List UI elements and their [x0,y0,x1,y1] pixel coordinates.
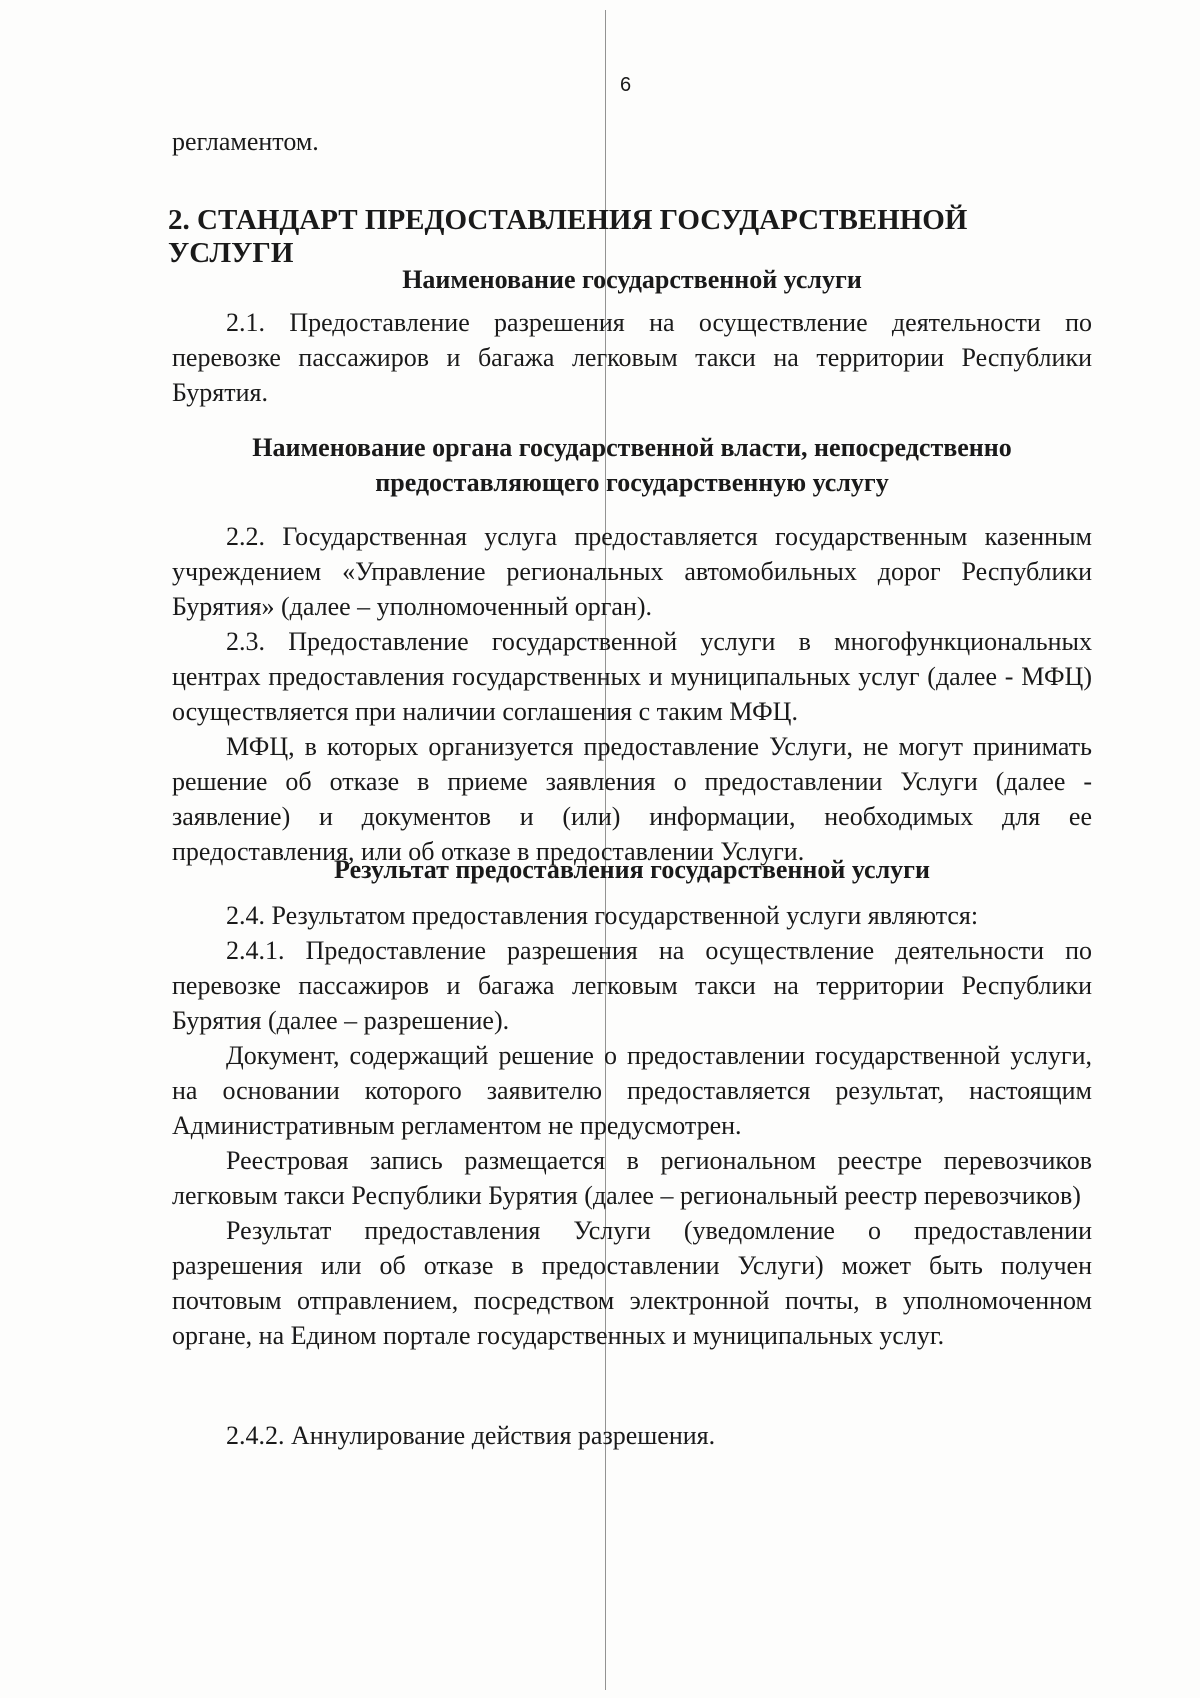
paragraph-block-authority [172,519,1092,869]
subsection-heading-authority-line1: Наименование органа государственной власти, непосредственно [252,433,1012,462]
paragraph-mfc: МФЦ, в которых организуется предоставление Услуги, не могут принимать решение об отказе в приеме заявления о предоставлении Услуги (далее - заявление) и документов и (или) информации, необходимых для ее предоставления, или об отказе в предоставлении Услуги. [172,732,1092,866]
subsection-heading-authority [172,430,1092,500]
subsection-heading-service-name: Наименование государственной услуги [402,265,862,294]
paragraph-document: Документ, содержащий решение о предоставлении государственной услуги, на основании которого заявителю предоставляется результат, настоящим Административным регламентом не предусмотрен. [172,1041,1092,1140]
paragraph-result-delivery: Результат предоставления Услуги (уведомление о предоставлении разрешения или об отказе в предоставлении Услуги) может быть получен почтовым отправлением, посредством электронной почты, в уполномоченном органе, на Едином портале государственных и муниципальных услуг. [172,1216,1092,1350]
paragraph-2-2: 2.2. Государственная услуга предоставляется государственным казенным учреждением «Управление региональных автомобильных дорог Республики Бурятия» (далее – уполномоченный орган). [172,522,1092,621]
paragraph-2-3: 2.3. Предоставление государственной услуги в многофункциональных центрах предоставления государственных и муниципальных услуг (далее - МФЦ) осуществляется при наличии соглашения с таким МФЦ. [172,627,1092,726]
section-title: 2. СТАНДАРТ ПРЕДОСТАВЛЕНИЯ ГОСУДАРСТВЕННОЙ УСЛУГИ [168,204,968,269]
paragraph-2-1: 2.1. Предоставление разрешения на осуществление деятельности по перевозке пассажиров и багажа легковым такси на территории Республики Бурятия. [172,308,1092,407]
paragraph-intro-tail: регламентом. [172,127,319,156]
subsection-heading-result: Результат предоставления государственной услуги [334,855,930,884]
paragraph-block-2-1 [172,305,1092,410]
paragraph-block-2-4-2 [172,1418,1092,1453]
paragraph-block-result [172,898,1092,1353]
page-number: 6 [620,74,632,96]
paragraph-2-4-2: 2.4.2. Аннулирование действия разрешения. [226,1421,716,1450]
paragraph-registry: Реестровая запись размещается в региональном реестре перевозчиков легковым такси Республики Бурятия (далее – региональный реестр перевозчиков) [172,1146,1092,1210]
paragraph-2-4: 2.4. Результатом предоставления государственной услуги являются: [226,901,979,930]
paragraph-2-4-1: 2.4.1. Предоставление разрешения на осуществление деятельности по перевозке пассажиров и багажа легковым такси на территории Республики Бурятия (далее – разрешение). [172,936,1092,1035]
intro-tail-text [172,124,1092,159]
subsection-heading-authority-line2: предоставляющего государственную услугу [375,468,889,497]
